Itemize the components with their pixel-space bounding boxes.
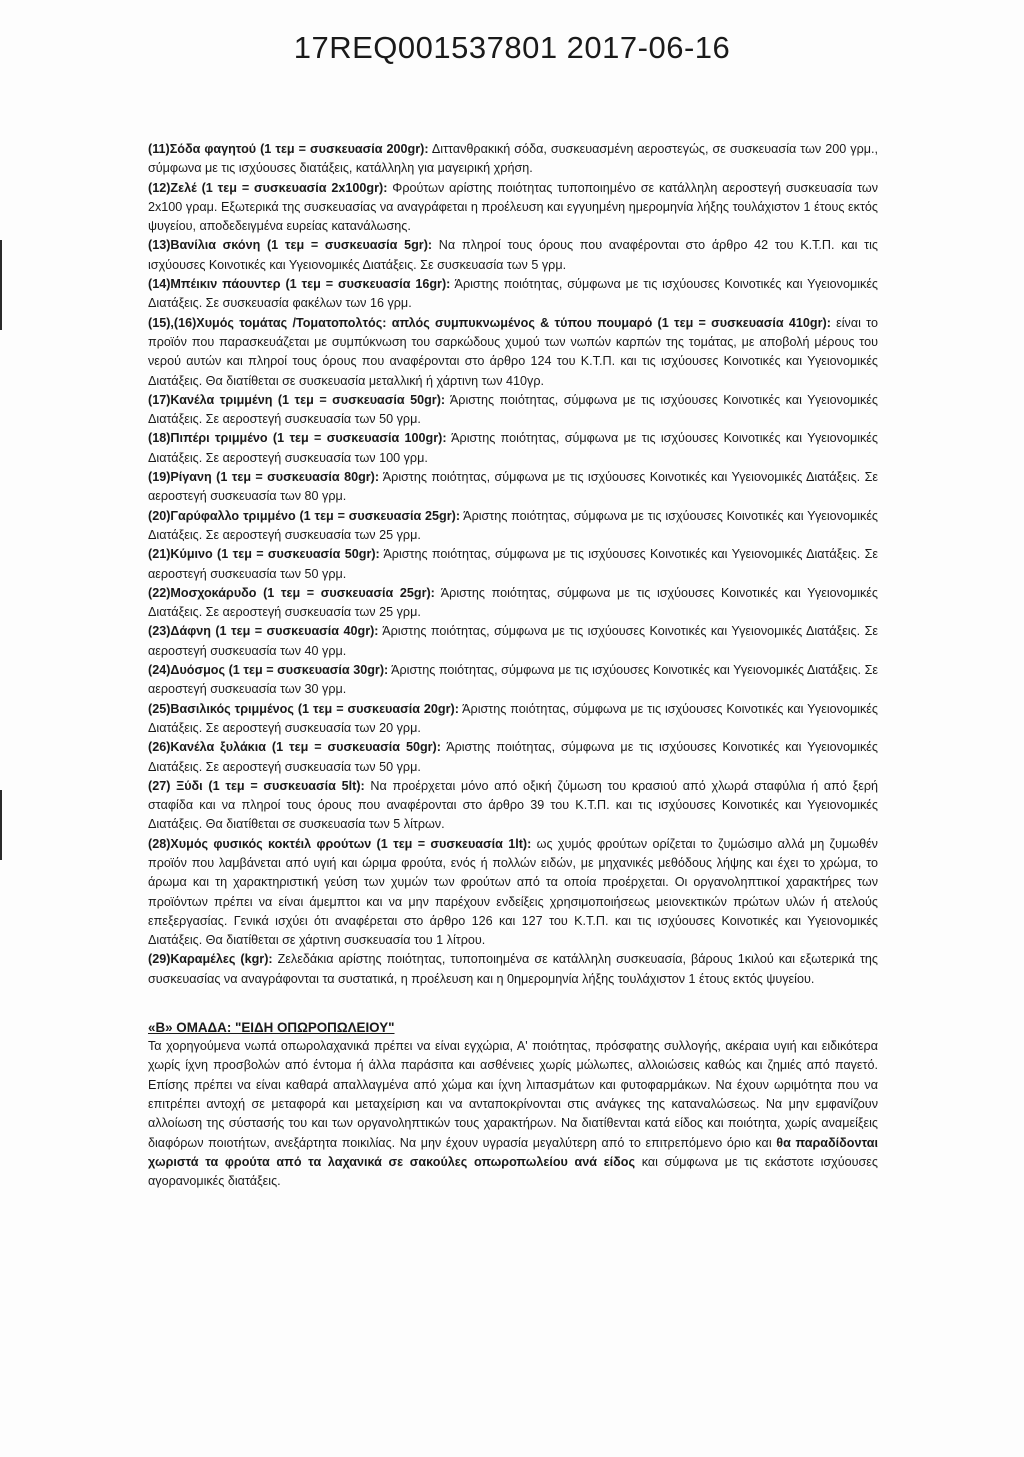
item-23 bbox=[148, 622, 878, 661]
item-text: Άριστης ποιότητας, σύμφωνα με τις ισχύουσες Κοινοτικές και Υγειονομικές Διατάξεις. Σε αεροστεγή συσκευασία των 50 γρμ. bbox=[148, 547, 878, 581]
item-text: Άριστης ποιότητας, σύμφωνα με τις ισχύουσες Κοινοτικές και Υγειονομικές Διατάξεις. Σε αεροστεγή συσκευασία των 80 γρμ. bbox=[148, 470, 878, 504]
item-27 bbox=[148, 777, 878, 835]
item-text: Διττανθρακική σόδα, συσκευασμένη αεροστεγώς, σε συσκευασία των 200 γρμ., σύμφωνα με τις ισχύουσες διατάξεις, κατάλληλη για μαγειρική χρήση. bbox=[148, 142, 879, 176]
section-b-text-bold: θα παραδίδονται χωριστά τα φρούτα από τα λαχανικά σε σακούλες οπωροπωλείου ανά είδος bbox=[148, 1135, 878, 1169]
item-28 bbox=[148, 835, 878, 951]
section-b-body bbox=[148, 1037, 878, 1191]
item-text: Άριστης ποιότητας, σύμφωνα με τις ισχύουσες Κοινοτικές και Υγειονομικές Διατάξεις. Σε αεροστεγή συσκευασία των 50 γρμ. bbox=[148, 392, 878, 427]
item-text: Άριστης ποιότητας, σύμφωνα με τις ισχύουσες Κοινοτικές και Υγειονομικές Διατάξεις. Σε αεροστεγή συσκευασία των 25 γρμ. bbox=[148, 585, 878, 620]
item-25 bbox=[148, 700, 878, 739]
document-body bbox=[148, 140, 878, 1191]
item-13 bbox=[148, 236, 878, 275]
item-title: (29)Καραμέλες (kgr): bbox=[148, 952, 273, 967]
item-12 bbox=[148, 179, 878, 237]
item-text: είναι το προϊόν που παρασκευάζεται με συμπύκνωση του σαρκώδους χυμού των νωπών καρπών της τομάτας, με αποβολή μέρους του νερού αυτών και πληροί τους όρους που αναφέρονται στο άρθρο 124 του Κ.Τ.Π. και τις ισχύουσες Κοινοτικές και Υγειονομικές Διατάξεις. Θα διατίθεται σε συσκευασία μεταλλική ή χάρτινη των 410γρ. bbox=[148, 315, 878, 388]
item-title: (19)Ρίγανη (1 τεμ = συσκευασία 80gr): bbox=[148, 470, 380, 485]
item-text: Άριστης ποιότητας, σύμφωνα με τις ισχύουσες Κοινοτικές και Υγειονομικές Διατάξεις. Σε αεροστεγή συσκευασία των 100 γρμ. bbox=[148, 431, 878, 465]
item-21 bbox=[148, 545, 878, 584]
item-title: (23)Δάφνη (1 τεμ = συσκευασία 40gr): bbox=[148, 624, 379, 639]
section-b-text-end: και σύμφωνα με τις εκάστοτε ισχύουσες αγορανομικές διατάξεις. bbox=[148, 1154, 878, 1189]
item-title: (21)Κύμινο (1 τεμ = συσκευασία 50gr): bbox=[148, 547, 380, 562]
item-title: (24)Δυόσμος (1 τεμ = συσκευασία 30gr): bbox=[148, 663, 389, 678]
item-17 bbox=[148, 391, 878, 430]
item-text: Να προέρχεται μόνο από οξική ζύμωση του κρασιού από χλωρά σταφύλια ή από ξερή σταφίδα και να πληροί τους όρους που αναφέρονται στο άρθρο 39 του Κ.Τ.Π. και τις ισχύουσες Κοινοτικές και Υγειονομικές Διατάξεις. Θα διατίθεται σε συσκευασία των 5 λίτρων. bbox=[148, 778, 879, 832]
item-text: Φρούτων αρίστης ποιότητας τυποποιημένο σε κατάλληλη αεροστεγή συσκευασία των 2x100 γραμ. Εξωτερικά της συσκευασίας να αναγράφεται η προέλευση και εγγυημένη ημερομηνία λήξης τουλάχιστον 1 έτους εκτός ψυγείου, αποδεδειγμένα ευρείας κατανάλωσης. bbox=[148, 180, 878, 234]
item-text: Άριστης ποιότητας, σύμφωνα με τις ισχύουσες Κοινοτικές και Υγειονομικές Διατάξεις. Σε αεροστεγή συσκευασία των 30 γρμ. bbox=[148, 663, 879, 697]
section-b-text-start: Τα χορηγούμενα νωπά οπωρολαχανικά πρέπει να είναι εγχώρια, Α' ποιότητας, πρόσφατης συλλογής, ακέραια υγιή και ειδικότερα χωρίς ίχνη προσβολών από έντομα ή άλλα παράσιτα και ασθένειες χωρίς μώλωπες, αλλοιώσεις καθώς και ζημιές από παγετό. Επίσης πρέπει να είναι καθαρά απαλλαγμένα από χώμα και ίχνη λιπασμάτων και φυτοφαρμάκων. Να έχουν ωριμότητα που να επιτρέπει αντοχή σε μεταφορά και μεταχείριση και να ανταποκρίνονται στις ανάγκες της καταναλώσεως. Να μην εμφανίζουν αλλοίωση της σύστασής του και των οργανοληπτικών τους χαρακτήρων. Να διατίθενται κατά είδος και ποιότητα, χωρίς αναμείξεις διαφόρων ποιοτήτων, ανεξάρτητα ποικιλίας. Να μην έχουν υγρασία μεγαλύτερη από το επιτρεπόμενο όριο και bbox=[148, 1039, 878, 1150]
item-text: Άριστης ποιότητας, σύμφωνα με τις ισχύουσες Κοινοτικές και Υγειονομικές Διατάξεις. Σε συσκευασία φακέλων των 16 γρμ. bbox=[148, 277, 878, 311]
item-title: (15),(16)Χυμός τομάτας /Τοματοπολτός: απλός συμπυκνωμένος & τύπου πουμαρό (1 τεμ = συσκευασία 410gr): bbox=[148, 315, 831, 330]
item-title: (12)Ζελέ (1 τεμ = συσκευασία 2x100gr): bbox=[148, 180, 388, 195]
item-title: (14)Μπέικιν πάουντερ (1 τεμ = συσκευασία 16gr): bbox=[148, 277, 451, 292]
scan-edge-mark-top bbox=[0, 240, 2, 330]
item-text: Ζελεδάκια αρίστης ποιότητας, τυποποιημένα σε κατάλληλη συσκευασία, βάρους 1κιλού και εξωτερικά της συσκευασίας να αναγράφονται τα συστατικά, η προέλευση και η 0ημερομηνία λήξης τουλάχιστον 1 έτους εκτός ψυγείου. bbox=[148, 952, 878, 986]
item-24 bbox=[148, 661, 878, 700]
item-title: (22)Μοσχοκάρυδο (1 τεμ = συσκευασία 25gr): bbox=[148, 585, 435, 600]
item-15-16 bbox=[148, 314, 878, 391]
item-14 bbox=[148, 275, 878, 314]
item-title: (17)Κανέλα τριμμένη (1 τεμ = συσκευασία 50gr): bbox=[148, 392, 446, 407]
item-title: (13)Βανίλια σκόνη (1 τεμ = συσκευασία 5gr): bbox=[148, 238, 433, 253]
item-title: (26)Κανέλα ξυλάκια (1 τεμ = συσκευασία 50gr): bbox=[148, 740, 441, 755]
item-title: (20)Γαρύφαλλο τριμμένο (1 τεμ = συσκευασία 25gr): bbox=[148, 508, 461, 523]
item-text: Άριστης ποιότητας, σύμφωνα με τις ισχύουσες Κοινοτικές και Υγειονομικές Διατάξεις. Σε αεροστεγή συσκευασία των 20 γρμ. bbox=[148, 701, 878, 735]
item-18 bbox=[148, 429, 878, 468]
item-title: (11)Σόδα φαγητού (1 τεμ = συσκευασία 200gr): bbox=[148, 142, 429, 156]
item-title: (27) Ξύδι (1 τεμ = συσκευασία 5lt): bbox=[148, 778, 365, 793]
item-text: Άριστης ποιότητας, σύμφωνα με τις ισχύουσες Κοινοτικές και Υγειονομικές Διατάξεις. Σε αεροστεγή συσκευασία των 50 γρμ. bbox=[148, 740, 878, 774]
item-text: Να πληροί τους όρους που αναφέρονται στο άρθρο 42 του Κ.Τ.Π. και τις ισχύουσες Κοινοτικές και Υγειονομικές Διατάξεις. Σε συσκευασία των 5 γρμ. bbox=[148, 238, 878, 272]
item-20 bbox=[148, 507, 878, 546]
scan-edge-mark-bottom bbox=[0, 790, 2, 860]
item-19 bbox=[148, 468, 878, 507]
item-text: ως χυμός φρούτων ορίζεται το ζυμώσιμο αλλά μη ζυμωθέν προϊόν που λαμβάνεται από υγιή και ώριμα φρούτα, ενός ή πολλών ειδών, με μηχανικές μεθόδους λήψης και έχει το χρώμα, το άρωμα και τη χαρακτηριστική γεύση των χυμών των φρούτων από τα οποία προέρχεται. Οι οργανοληπτικοί χαρακτήρες των προϊόντων πρέπει να είναι άμεμπτοι και να μην παρέχουν ενδείξεις χρησιμοποιήσεως μειονεκτικών πρώτων υλών ή ατελούς επεξεργασίας. Γενικά ισχύει ότι αναφέρεται στο άρθρο 126 και 127 του Κ.Τ.Π. και τις ισχύουσες Κοινοτικές και Υγειονομικές Διατάξεις. Θα διατίθεται σε χάρτινη συσκευασία του 1 λίτρου. bbox=[148, 836, 878, 948]
item-title: (18)Πιπέρι τριμμένο (1 τεμ = συσκευασία 100gr): bbox=[148, 431, 447, 446]
item-title: (25)Βασιλικός τριμμένος (1 τεμ = συσκευασία 20gr): bbox=[148, 701, 459, 716]
item-11 bbox=[148, 140, 878, 179]
section-b-heading: «Β» ΟΜΑΔΑ: "ΕΙΔΗ ΟΠΩΡΟΠΩΛΕΙΟΥ" bbox=[148, 1020, 395, 1036]
item-title: (28)Χυμός φυσικός κοκτέιλ φρούτων (1 τεμ = συσκευασία 1lt): bbox=[148, 836, 532, 851]
item-text: Άριστης ποιότητας, σύμφωνα με τις ισχύουσες Κοινοτικές και Υγειονομικές Διατάξεις. Σε αεροστεγή συσκευασία των 25 γρμ. bbox=[148, 508, 879, 542]
item-text: Άριστης ποιότητας, σύμφωνα με τις ισχύουσες Κοινοτικές και Υγειονομικές Διατάξεις. Σε αεροστεγή συσκευασία των 40 γρμ. bbox=[148, 624, 878, 658]
item-22 bbox=[148, 584, 878, 623]
document-id-header: 17REQ001537801 2017-06-16 bbox=[293, 30, 731, 65]
item-29 bbox=[148, 950, 878, 989]
item-26 bbox=[148, 738, 878, 777]
